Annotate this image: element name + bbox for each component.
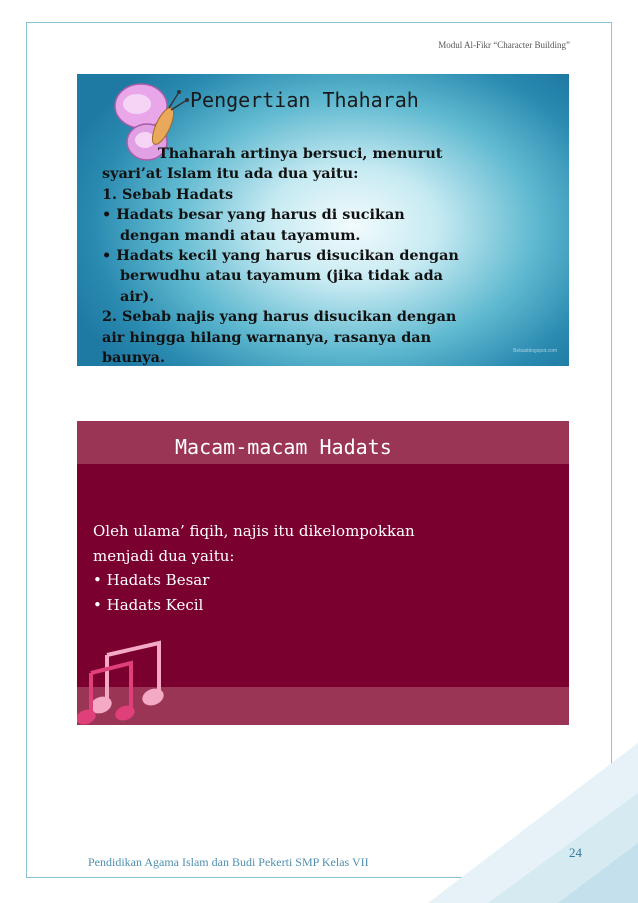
slide-pengertian-thaharah: [77, 74, 569, 366]
slide1-line: Thaharah artinya bersuci, menurut: [158, 145, 443, 162]
slide1-line: baunya.: [102, 349, 166, 366]
slide1-line: berwudhu atau tayamum (jika tidak ada: [120, 267, 443, 285]
slide2-line: • Hadats Besar: [93, 571, 210, 589]
slide2-body: [93, 519, 563, 617]
slide1-line: dengan mandi atau tayamum.: [120, 226, 361, 244]
slide2-line: menjadi dua yaitu:: [93, 546, 235, 565]
slide1-line: • Hadats kecil yang harus disucikan dengan: [102, 247, 459, 265]
slide1-watermark: Bebasblogspot.com: [513, 348, 557, 354]
music-notes-icon: [77, 633, 189, 725]
module-header: Modul Al-Fikr “Character Building”: [438, 40, 570, 50]
slide1-title: Pengertian Thaharah: [190, 88, 419, 112]
slide-macam-hadats: [77, 421, 569, 725]
slide2-title: Macam-macam Hadats: [175, 435, 392, 459]
slide1-line: 2. Sebab najis yang harus disucikan dengan: [102, 308, 457, 326]
slide2-line: Oleh ulama’ fiqih, najis itu dikelompokkan: [93, 522, 415, 540]
slide1-line: • Hadats besar yang harus di sucikan: [102, 206, 405, 224]
corner-decoration: [428, 743, 638, 903]
page-number: 24: [569, 845, 582, 860]
slide1-line: air).: [120, 287, 155, 305]
footer-book-title: Pendidikan Agama Islam dan Budi Pekerti SMP Kelas VII: [88, 855, 369, 869]
slide1-line: syari’at Islam itu ada dua yaitu:: [102, 165, 359, 183]
slide1-body: [102, 144, 562, 366]
slide2-line: • Hadats Kecil: [93, 595, 204, 614]
slide1-line: air hingga hilang warnanya, rasanya dan: [102, 328, 432, 346]
slide1-line: 1. Sebab Hadats: [102, 185, 234, 203]
